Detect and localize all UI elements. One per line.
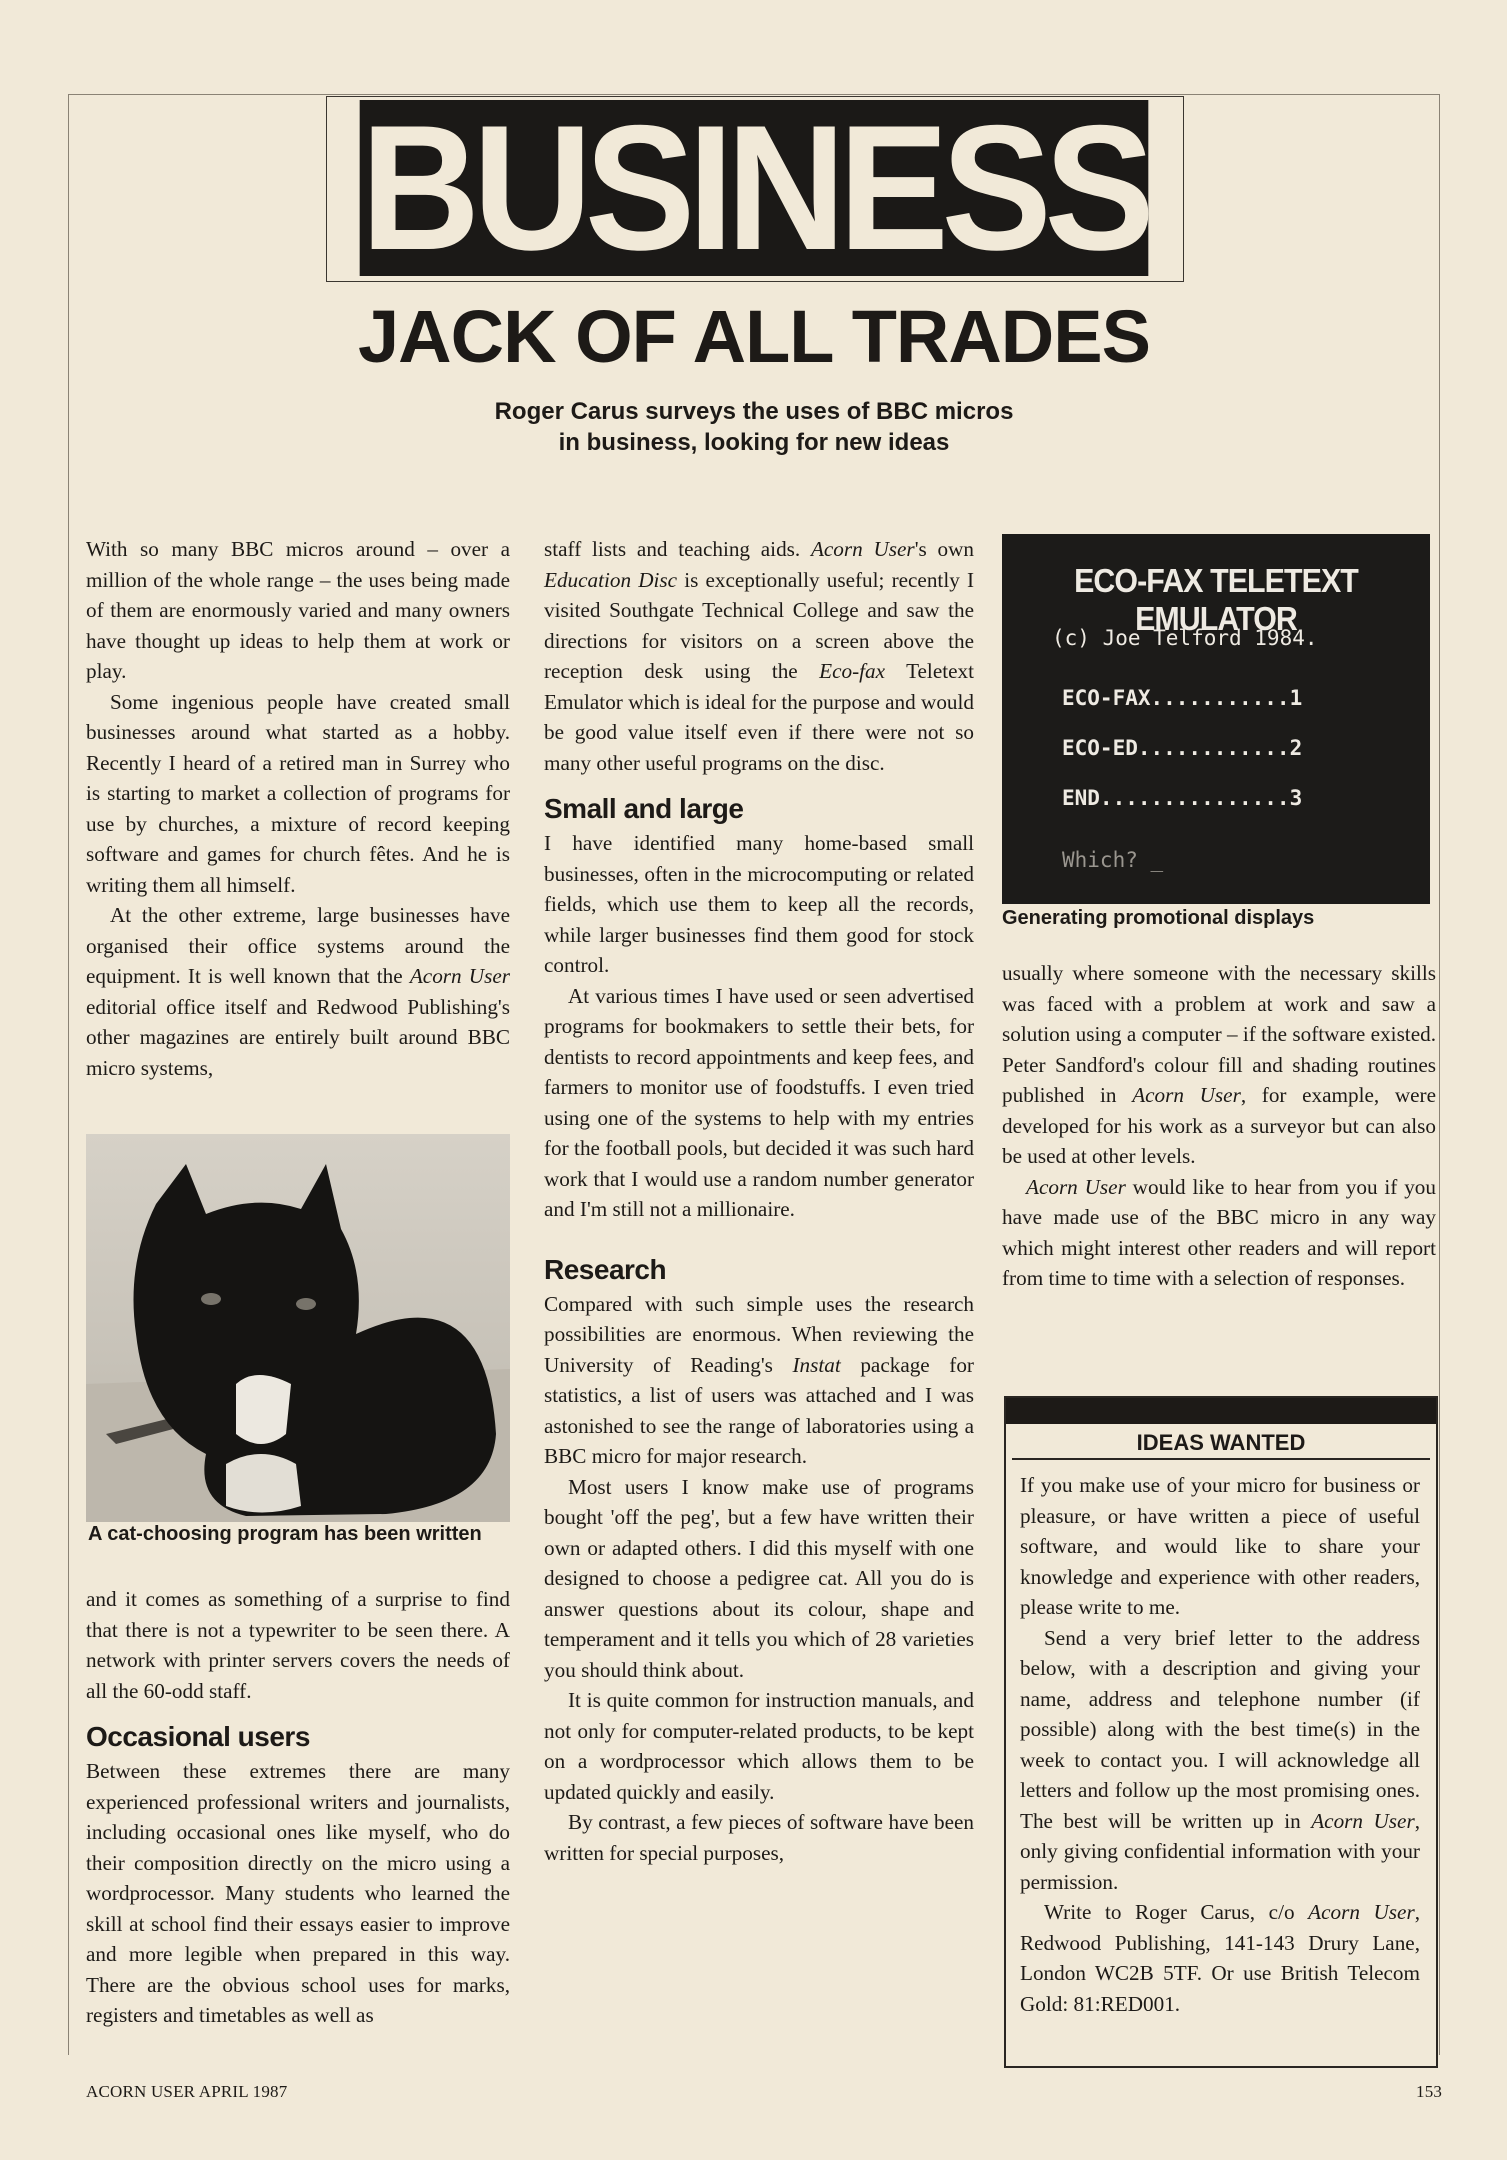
paragraph: It is quite common for instruction manuals, and not only for computer-related products, to be kept on a wordprocessor which allows them to be updated quickly and easily. <box>544 1688 974 1804</box>
footer-page-number: 153 <box>1416 2082 1443 2101</box>
subhead-occasional-users: Occasional users <box>86 1721 310 1752</box>
paragraph: I have identified many home-based small businesses, often in the microcomputing or related fields, which use them to keep all the records, while larger businesses find them good for stock control. <box>544 831 974 977</box>
paragraph: With so many BBC micros around – over a million of the whole range – the uses being made of them are enormously varied and many owners have thought up ideas to help them at work or play. <box>86 537 510 683</box>
box-header-bar <box>1006 1398 1436 1424</box>
paragraph: If you make use of your micro for business or pleasure, or have written a piece of useful software, and would like to share your knowledge and experience with other readers, please write to me. <box>1020 1473 1420 1619</box>
screen-caption: Generating promotional displays <box>1002 907 1315 929</box>
screen-credit: (c) Joe Telford 1984. <box>1052 626 1318 650</box>
screen-title: ECO-FAX TELETEXT EMULATOR <box>1074 562 1358 637</box>
box-body <box>1006 1460 1436 2019</box>
footer-publication: ACORN USER APRIL 1987 <box>86 2082 288 2101</box>
paragraph: Acorn User would like to hear from you if you have made use of the BBC micro in any way which might interest other readers and will report from time to time with a selection of responses. <box>1002 1174 1436 1290</box>
box-title: IDEAS WANTED <box>1012 1428 1430 1460</box>
column-1-bottom <box>86 1584 510 2031</box>
paragraph: At the other extreme, large businesses have organised their office systems around the equipment. It is well known that the Acorn User editorial office itself and Redwood Publishing's other magazines are entirely built around BBC micro systems, <box>86 903 510 1080</box>
standfirst-line-2: in business, looking for new ideas <box>558 429 950 456</box>
paragraph: By contrast, a few pieces of software have been written for special purposes, <box>544 1810 974 1865</box>
column-3 <box>1002 958 1436 1294</box>
headline: JACK OF ALL TRADES <box>358 295 1150 378</box>
screen-menu-item: END...............3 <box>1062 786 1303 810</box>
standfirst <box>300 396 1208 458</box>
column-1-top <box>86 534 510 1083</box>
paragraph: usually where someone with the necessary skills was faced with a problem at work and saw a solution using a computer – if the software existed. Peter Sandford's colour fill and shading routines published in Acorn User, for example, were developed for his work as a surveyor but can also be used at other levels. <box>1002 961 1437 1168</box>
ideas-wanted-box <box>1004 1396 1438 2068</box>
paragraph: Most users I know make use of programs bought 'off the peg', but a few have written their own or adapted others. I did this myself with one designed to choose a pedigree cat. All you do is answer questions about its colour, shape and temperament and it tells you which of 28 varieties you should think about. <box>544 1474 974 1682</box>
masthead: BUSINESS <box>360 100 1148 276</box>
column-2 <box>544 534 974 1868</box>
paragraph: At various times I have used or seen advertised programs for bookmakers to settle their bets, for dentists to record appointments and keep fees, and farmers to monitor use of foodstuffs. I even tried using one of the systems to help with my entries for the football pools, but decided it was such hard work that I would use a random number generator and I'm still not a millionaire. <box>544 983 974 1221</box>
standfirst-line-1: Roger Carus surveys the uses of BBC micros <box>494 398 1014 425</box>
paragraph: staff lists and teaching aids. Acorn User's own Education Disc is exceptionally useful; recently I visited Southgate Technical College and saw the directions for visitors on a screen above the reception desk using the Eco-fax Teletext Emulator which is ideal for the purpose and would be good value itself even if there were not so many other useful programs on the disc. <box>544 537 974 775</box>
teletext-screen <box>1002 534 1430 904</box>
paragraph: Write to Roger Carus, c/o Acorn User, Redwood Publishing, 141-143 Drury Lane, London WC2B 5TF. Or use British Telecom Gold: 81:RED001. <box>1020 1900 1420 2016</box>
screen-menu-item: ECO-ED............2 <box>1062 736 1303 760</box>
cat-photo <box>86 1134 510 1522</box>
screen-prompt: Which? _ <box>1062 848 1164 872</box>
subhead-research: Research <box>544 1253 667 1285</box>
cat-photo-image <box>86 1134 510 1522</box>
paragraph: Send a very brief letter to the address below, with a description and giving your name, address and telephone number (if possible) along with the best time(s) in the week to contact you. I will acknowledge all letters and follow up the most promising ones. The best will be written up in Acorn User, only giving confidential information with your permission. <box>1020 1625 1420 1894</box>
paragraph: Between these extremes there are many experienced professional writers and journalists, including occasional ones like myself, who do their composition directly on the micro using a wordprocessor. Many students who learned the skill at school find their essays easier to improve and more legible when prepared in this way. There are the obvious school uses for marks, registers and timetables as well as <box>86 1759 510 2027</box>
subhead-small-and-large: Small and large <box>544 793 744 824</box>
photo-caption: A cat-choosing program has been written <box>88 1523 482 1545</box>
paragraph: Some ingenious people have created small businesses around what started as a hobby. Recently I heard of a retired man in Surrey who is starting to market a collection of programs for use by churches, a mixture of record keeping software and games for church fêtes. And he is writing them all himself. <box>86 689 510 897</box>
paragraph: and it comes as something of a surprise to find that there is not a typewriter to be seen there. A network with printer servers covers the needs of all the 60-odd staff. <box>86 1587 510 1703</box>
paragraph: Compared with such simple uses the research possibilities are enormous. When reviewing the University of Reading's Instat package for statistics, a list of users was attached and I was astonished to see the range of laboratories using a BBC micro for major research. <box>544 1291 974 1468</box>
screen-menu-item: ECO-FAX...........1 <box>1062 686 1303 710</box>
